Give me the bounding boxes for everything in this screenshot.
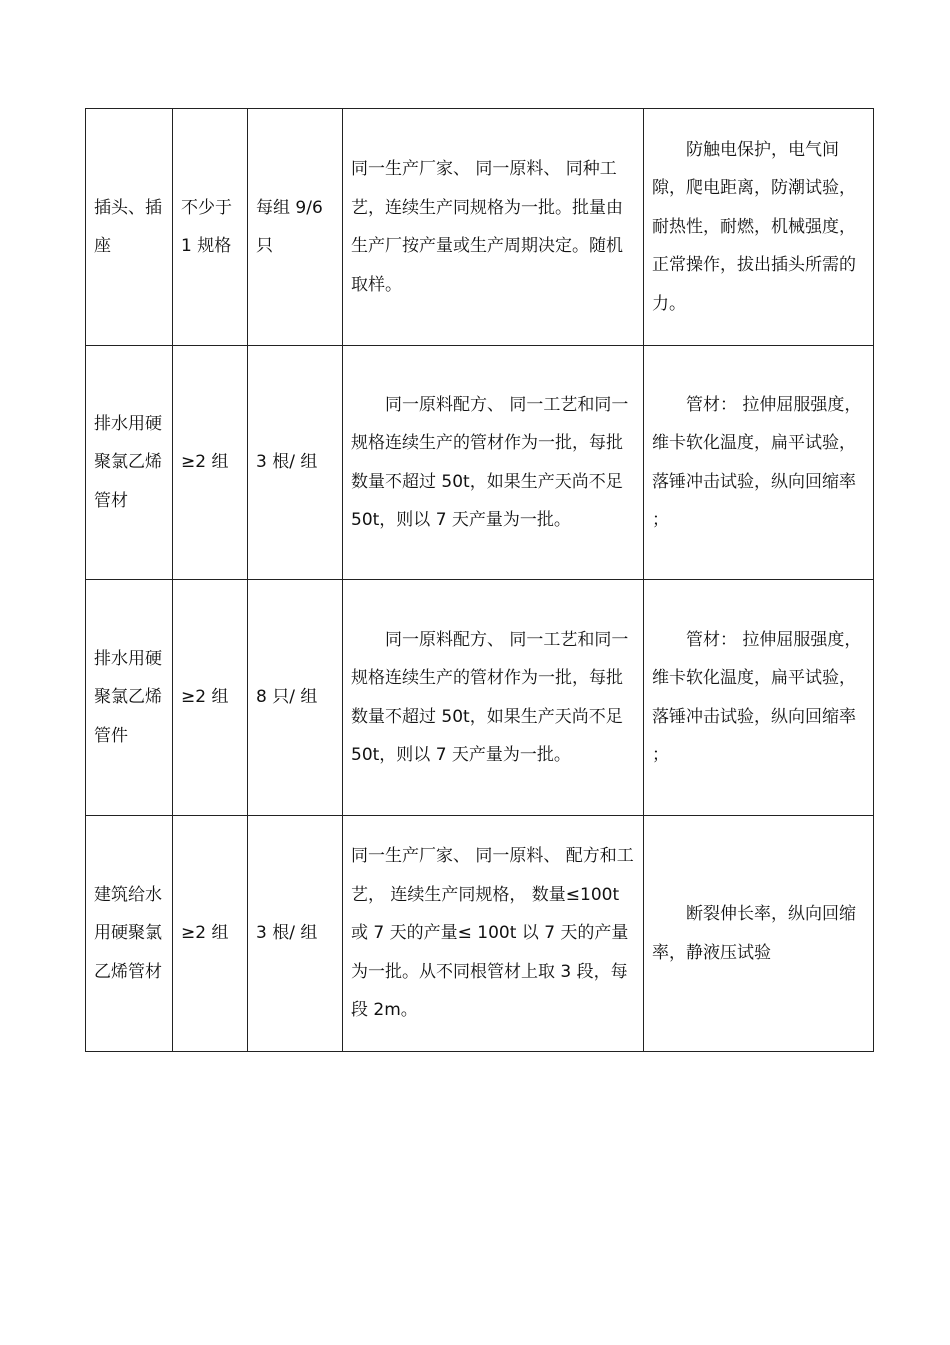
- product-name-cell: [86, 580, 173, 816]
- batch-rule: 同一原料配方、 同一工艺和同一规格连续生产的管材作为一批，每批数量不超过 50t，如果生产天尚不足 50t，则以 7 天产量为一批。: [351, 629, 629, 765]
- quantity-cell: [173, 346, 248, 580]
- table-row: [86, 346, 874, 580]
- sample-cell: [248, 109, 343, 346]
- quantity: ≥2 组: [181, 923, 229, 944]
- product-name: 插头、插座: [94, 197, 162, 256]
- sampling-rules-table: [85, 108, 874, 1052]
- sample-size: 每组 9/6 只: [256, 197, 323, 256]
- quantity-cell: [173, 109, 248, 346]
- tests-cell: [644, 816, 874, 1052]
- table-row: [86, 109, 874, 346]
- product-name-cell: [86, 109, 173, 346]
- product-name-cell: [86, 816, 173, 1052]
- sample-cell: [248, 816, 343, 1052]
- batch-rule: 同一生产厂家、 同一原料、 同种工艺，连续生产同规格为一批。批量由生产厂按产量或生产周期决定。随机取样。: [351, 159, 623, 295]
- sample-size: 3 根/ 组: [256, 923, 318, 944]
- test-items: 管材： 拉伸屈服强度，维卡软化温度，扁平试验，落锤冲击试验，纵向回缩率 ；: [652, 394, 862, 530]
- tests-cell: [644, 580, 874, 816]
- batch-rule-cell: [343, 346, 644, 580]
- sample-size: 8 只/ 组: [256, 687, 318, 708]
- sample-size: 3 根/ 组: [256, 452, 318, 473]
- batch-rule-cell: [343, 580, 644, 816]
- quantity: ≥2 组: [181, 452, 229, 473]
- product-name: 建筑给水用硬聚氯乙烯管材: [94, 884, 162, 982]
- product-name-cell: [86, 346, 173, 580]
- table-row: [86, 816, 874, 1052]
- tests-cell: [644, 109, 874, 346]
- table-row: [86, 580, 874, 816]
- quantity-cell: [173, 580, 248, 816]
- quantity: ≥2 组: [181, 687, 229, 708]
- tests-cell: [644, 346, 874, 580]
- batch-rule: 同一原料配方、 同一工艺和同一规格连续生产的管材作为一批，每批数量不超过 50t，如果生产天尚不足 50t，则以 7 天产量为一批。: [351, 394, 629, 530]
- batch-rule: 同一生产厂家、 同一原料、 配方和工艺， 连续生产同规格， 数量≤100t 或 7 天的产量≤ 100t 以 7 天的产量为一批。从不同根管材上取 3 段，每段 2m。: [351, 846, 634, 1021]
- product-name: 排水用硬聚氯乙烯管件: [94, 648, 162, 746]
- quantity-cell: [173, 816, 248, 1052]
- quantity: 不少于 1 规格: [181, 197, 232, 256]
- product-name: 排水用硬聚氯乙烯管材: [94, 413, 162, 511]
- test-items: 防触电保护，电气间隙，爬电距离，防潮试验，耐热性，耐燃，机械强度，正常操作，拔出插头所需的力。: [652, 139, 856, 314]
- test-items: 断裂伸长率，纵向回缩率，静液压试验: [652, 904, 856, 963]
- sample-cell: [248, 580, 343, 816]
- batch-rule-cell: [343, 816, 644, 1052]
- sample-cell: [248, 346, 343, 580]
- batch-rule-cell: [343, 109, 644, 346]
- test-items: 管材： 拉伸屈服强度，维卡软化温度，扁平试验，落锤冲击试验，纵向回缩率 ；: [652, 629, 862, 765]
